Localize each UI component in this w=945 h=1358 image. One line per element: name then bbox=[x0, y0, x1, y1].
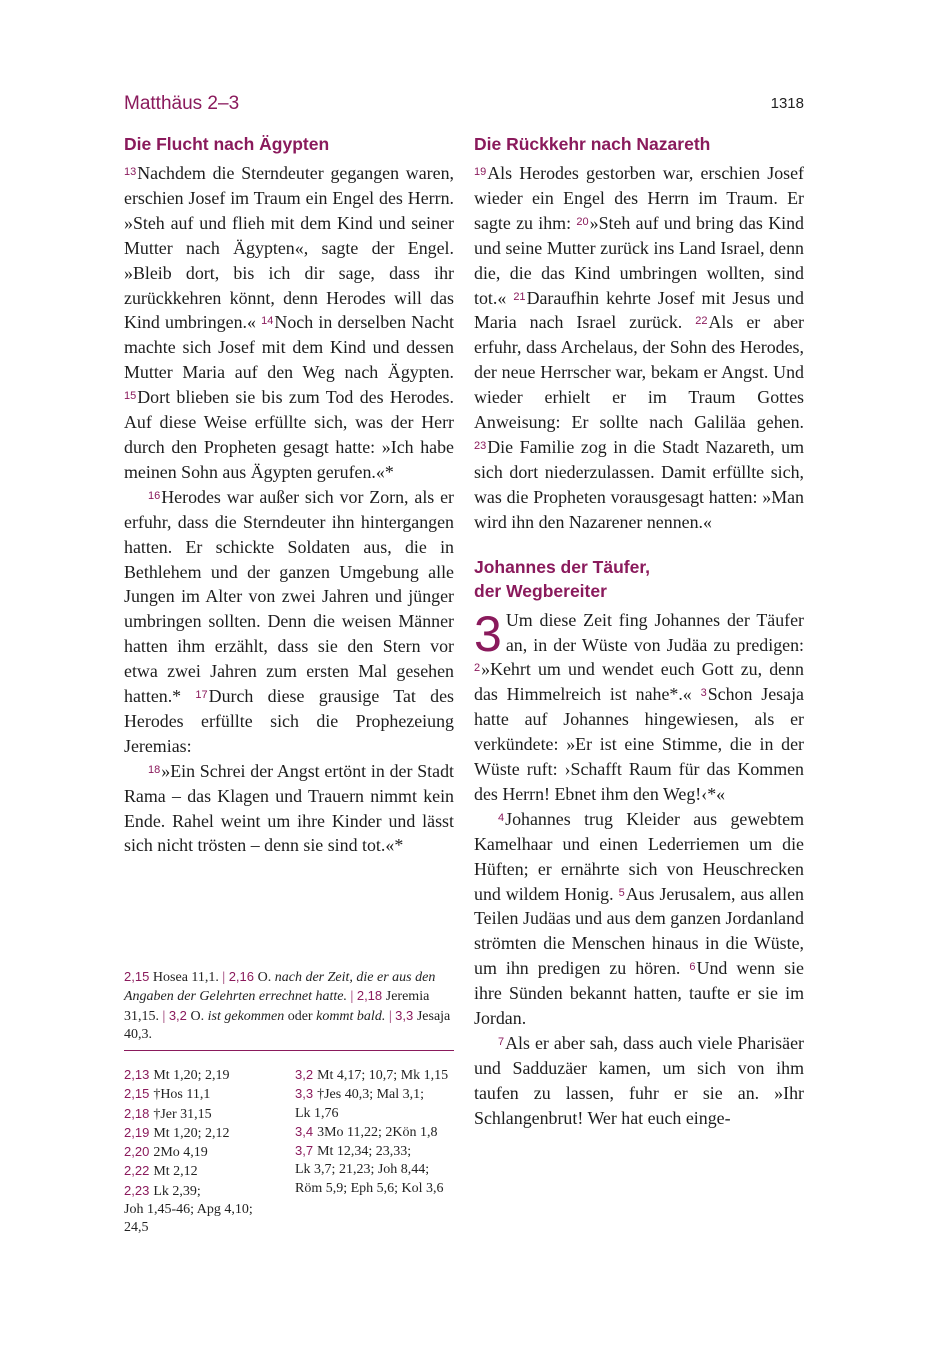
footnote-text: O. bbox=[257, 970, 275, 985]
cross-references-right bbox=[295, 1066, 460, 1198]
paragraph bbox=[124, 161, 454, 485]
cross-reference-key: 2,15 bbox=[124, 1086, 150, 1102]
footnote-text: Hosea 11,1. bbox=[152, 970, 219, 985]
footnote-italic: nach der Zeit, die er aus den Angaben der Gelehrten errechnet hatte. bbox=[124, 970, 436, 1005]
verse-text: Als er aber erfuhr, dass Archelaus, der Sohn des Herodes, der neue Herrscher war, bekam er Angst. Und wieder erhielt er im Traum Gottes Anweisung: Er sollte nach Galiläa gehen. bbox=[474, 312, 804, 433]
cross-reference bbox=[295, 1180, 460, 1198]
cross-reference-key: 3,7 bbox=[295, 1143, 314, 1159]
cross-reference bbox=[124, 1085, 284, 1104]
cross-reference-key: 2,22 bbox=[124, 1163, 150, 1179]
right-column bbox=[474, 132, 804, 1131]
verse-number: 21 bbox=[513, 290, 526, 303]
cross-references-left bbox=[124, 1066, 284, 1238]
cross-reference bbox=[295, 1105, 460, 1123]
cross-reference-text: Lk 3,7; 21,23; Joh 8,44; bbox=[295, 1162, 430, 1178]
verse-number: 17 bbox=[195, 689, 208, 702]
verse-number: 16 bbox=[148, 489, 161, 502]
cross-reference-text: †Jer 31,15 bbox=[153, 1106, 212, 1122]
verse-text: Daraufhin kehrte Josef mit Jesus und Maria nach Israel zurück. bbox=[474, 287, 804, 333]
cross-reference bbox=[124, 1162, 284, 1181]
cross-reference-key: 3,3 bbox=[295, 1086, 314, 1102]
running-header bbox=[124, 93, 804, 121]
verse-number: 18 bbox=[148, 763, 161, 776]
cross-reference-text: Joh 1,45-46; Apg 4,10; bbox=[124, 1202, 253, 1218]
verse-number: 5 bbox=[618, 886, 625, 899]
paragraph bbox=[124, 759, 454, 859]
cross-reference bbox=[124, 1105, 284, 1124]
cross-reference bbox=[295, 1161, 460, 1179]
page-number: 1318 bbox=[770, 95, 804, 112]
footnote-ref: 2,16 bbox=[228, 969, 258, 984]
cross-reference bbox=[124, 1201, 284, 1219]
running-title: Matthäus 2–3 bbox=[124, 93, 240, 114]
cross-reference bbox=[295, 1066, 460, 1085]
footnote-divider bbox=[124, 1050, 454, 1051]
cross-reference-key: 2,20 bbox=[124, 1144, 150, 1160]
cross-reference bbox=[124, 1124, 284, 1143]
cross-reference-text: Röm 5,9; Eph 5,6; Kol 3,6 bbox=[295, 1180, 444, 1196]
footnote-italic: ist gekommen bbox=[207, 1008, 285, 1024]
left-column bbox=[124, 132, 454, 858]
cross-reference-text: Lk 2,39; bbox=[153, 1183, 201, 1199]
verse-text: Noch in derselben Nacht machte sich Josef mit dem Kind und dessen Mutter Maria auf den Weg nach Ägypten. bbox=[124, 312, 454, 383]
verse-number: 23 bbox=[474, 439, 487, 452]
section-heading bbox=[474, 555, 804, 603]
verse-number: 22 bbox=[695, 315, 708, 328]
verse-text: Die Familie zog in die Stadt Nazareth, um sich dort niederzulassen. Damit erfüllte sich, was die Propheten vorausgesagt hatten: »Man wird ihn den Nazarener nennen.« bbox=[474, 436, 804, 532]
verse-number: 6 bbox=[689, 961, 696, 974]
cross-reference-text: Mt 1,20; 2,12 bbox=[153, 1125, 230, 1141]
verse-text: Herodes war außer sich vor Zorn, als er erfuhr, dass die Sterndeuter ihn hintergangen hatten. Er schickte Soldaten aus, die in Bethlehem und der ganzen Umgebung alle Jungen im Alter von zwei Jahren und jünger umbringen sollten. Denn die weisen Männer hatten ihm erzählt, dass sie den Stern vor etwa zwei Jahren zum ersten Mal gesehen hatten.* bbox=[124, 486, 454, 707]
cross-reference-key: 2,23 bbox=[124, 1182, 150, 1198]
footnote-text: Jesaja 40,3. bbox=[124, 1008, 451, 1042]
cross-reference-text: Mt 1,20; 2,19 bbox=[153, 1068, 230, 1083]
footnote-text: Jeremia 31,15. bbox=[124, 989, 430, 1024]
cross-reference bbox=[124, 1066, 284, 1085]
verse-number: 15 bbox=[124, 390, 137, 403]
chapter-paragraph bbox=[474, 605, 804, 807]
verse-text: Durch diese grausige Tat des Herodes erfüllte sich die Prophezeiung Jeremias: bbox=[124, 686, 454, 756]
cross-reference-key: 3,2 bbox=[295, 1067, 314, 1082]
footnote-separator: | bbox=[159, 1008, 169, 1024]
paragraph bbox=[474, 807, 804, 1031]
verse-text: Aus Jerusalem, aus allen Teilen Judäas und aus dem ganzen Jordanland strömten die Menschen hinaus in die Wüste, um ihn predigen zu hören. bbox=[474, 883, 804, 979]
verse-number: 19 bbox=[474, 166, 487, 178]
verse-number: 14 bbox=[261, 315, 274, 328]
heading-line: Johannes der Täufer, bbox=[474, 556, 651, 577]
cross-reference-text: Mt 12,34; 23,33; bbox=[317, 1144, 412, 1160]
verse-number: 20 bbox=[576, 215, 589, 228]
cross-reference-text: †Jes 40,3; Mal 3,1; bbox=[317, 1087, 425, 1103]
verse-text: »Kehrt um und wendet euch Gott zu, denn das Himmelreich ist nahe*.« bbox=[474, 659, 804, 705]
footnotes: 2,15 Hosea 11,1. | 2,16 O. nach der Zeit, die er aus den Angaben der Gelehrten errechnet hatte. | 2,18 Jeremia 31,15. | 3,2 O. ist gekommen oder kommt bald. | 3,3 Jesaja 40,3. bbox=[124, 969, 451, 1042]
cross-reference-text: Mt 2,12 bbox=[153, 1164, 198, 1180]
cross-reference-key: 3,4 bbox=[295, 1123, 314, 1139]
footnote-ref: 2,18 bbox=[356, 988, 386, 1004]
footnote-ref: 2,15 bbox=[124, 969, 153, 984]
verse-text: Und wenn sie ihre Sünden bekannt hatten, taufte er sie im Jordan. bbox=[474, 958, 804, 1029]
heading-line: der Wegbereiter bbox=[474, 580, 607, 601]
cross-reference-text: 24,5 bbox=[124, 1220, 149, 1236]
section-heading: Die Rückkehr nach Nazareth bbox=[474, 134, 711, 154]
verse-text: Schon Jesaja hatte auf Johannes hingewiesen, als er verkündete: »Er ist eine Stimme, die in der Wüste ruft: ›Schafft Raum für das Kommen des Herrn! Ebnet ihm den Weg!‹*« bbox=[474, 684, 804, 804]
verse-number: 13 bbox=[124, 166, 137, 178]
cross-reference bbox=[295, 1123, 460, 1142]
paragraph bbox=[474, 161, 804, 535]
cross-reference bbox=[124, 1143, 284, 1162]
footnote-italic: kommt bald. bbox=[316, 1008, 386, 1024]
footnote-separator: | bbox=[347, 989, 357, 1005]
cross-reference-key: 2,13 bbox=[124, 1067, 150, 1082]
footnote-text: O. bbox=[190, 1008, 208, 1024]
cross-reference bbox=[295, 1085, 460, 1104]
cross-reference-key: 2,18 bbox=[124, 1105, 150, 1121]
cross-reference-text: Lk 1,76 bbox=[295, 1105, 339, 1121]
footnote-separator: | bbox=[218, 970, 229, 985]
paragraph bbox=[474, 1031, 804, 1131]
verse-number: 4 bbox=[498, 811, 505, 824]
chapter-number: 3 bbox=[474, 605, 502, 662]
verse-text: Dort blieben sie bis zum Tod des Herodes. Auf diese Weise erfüllte sich, was der Herr durch den Propheten gesagt hatte: »Ich habe meinen Sohn aus Ägypten gerufen.«* bbox=[124, 387, 454, 482]
footnote-separator: | bbox=[385, 1008, 396, 1024]
verse-group bbox=[474, 605, 804, 804]
paragraph bbox=[124, 485, 454, 759]
cross-reference bbox=[295, 1142, 460, 1161]
verse-text: Johannes trug Kleider aus gewebtem Kamelhaar und einen Lederriemen um die Hüften; er ernährte sich von Heuschrecken und wildem Honig. bbox=[474, 808, 804, 904]
section-heading: Die Flucht nach Ägypten bbox=[124, 134, 330, 154]
cross-reference bbox=[124, 1219, 284, 1237]
footnote-ref: 3,3 bbox=[395, 1007, 417, 1023]
verse-number: 2 bbox=[474, 662, 481, 675]
cross-reference-text: Mt 4,17; 10,7; Mk 1,15 bbox=[317, 1068, 449, 1083]
verse-number: 3 bbox=[700, 687, 707, 700]
cross-reference-text: †Hos 11,1 bbox=[153, 1087, 211, 1103]
verse-text: Nachdem die Sterndeuter gegangen waren, erschien Josef im Traum ein Engel des Herrn. »Steh auf und flieh mit dem Kind und seiner Mutter nach Ägypten«, sagte der Engel. »Bleib dort, bis ich dir sage, dass ihr zurückkehren könnt, denn Herodes will das Kind umbringen.« bbox=[124, 163, 454, 333]
verse-text: Um diese Zeit fing Johannes der Täufer an, in der Wüste von Judäa zu predigen: bbox=[505, 609, 804, 655]
cross-reference bbox=[124, 1182, 284, 1201]
verse-text: »Steh auf und bring das Kind und seine Mutter zurück ins Land Israel, denn die, die das Kind umbringen wollten, sind tot.« bbox=[474, 212, 804, 308]
verse-text: »Ein Schrei der Angst ertönt in der Stadt Rama – das Klagen und Trauern nimmt kein Ende. Rahel weint um ihre Kinder und lässt sich nicht trösten – denn sie sind tot.«* bbox=[124, 760, 454, 856]
verse-text: Als er aber sah, dass auch viele Pharisäer und Sadduzäer kamen, um sich von ihm taufen zu lassen, fuhr er sie an. »Ihr Schlangenbrut! Wer hat euch einge- bbox=[474, 1033, 804, 1128]
cross-reference-text: 2Mo 4,19 bbox=[153, 1145, 208, 1161]
verse-number: 7 bbox=[498, 1036, 505, 1048]
footnote-ref: 3,2 bbox=[168, 1007, 191, 1023]
cross-reference-text: 3Mo 11,22; 2Kön 1,8 bbox=[317, 1124, 438, 1140]
cross-reference-key: 2,19 bbox=[124, 1124, 150, 1140]
verse-text: Als Herodes gestorben war, erschien Josef wieder ein Engel des Herrn im Traum. Er sagte zu ihm: bbox=[474, 163, 804, 233]
